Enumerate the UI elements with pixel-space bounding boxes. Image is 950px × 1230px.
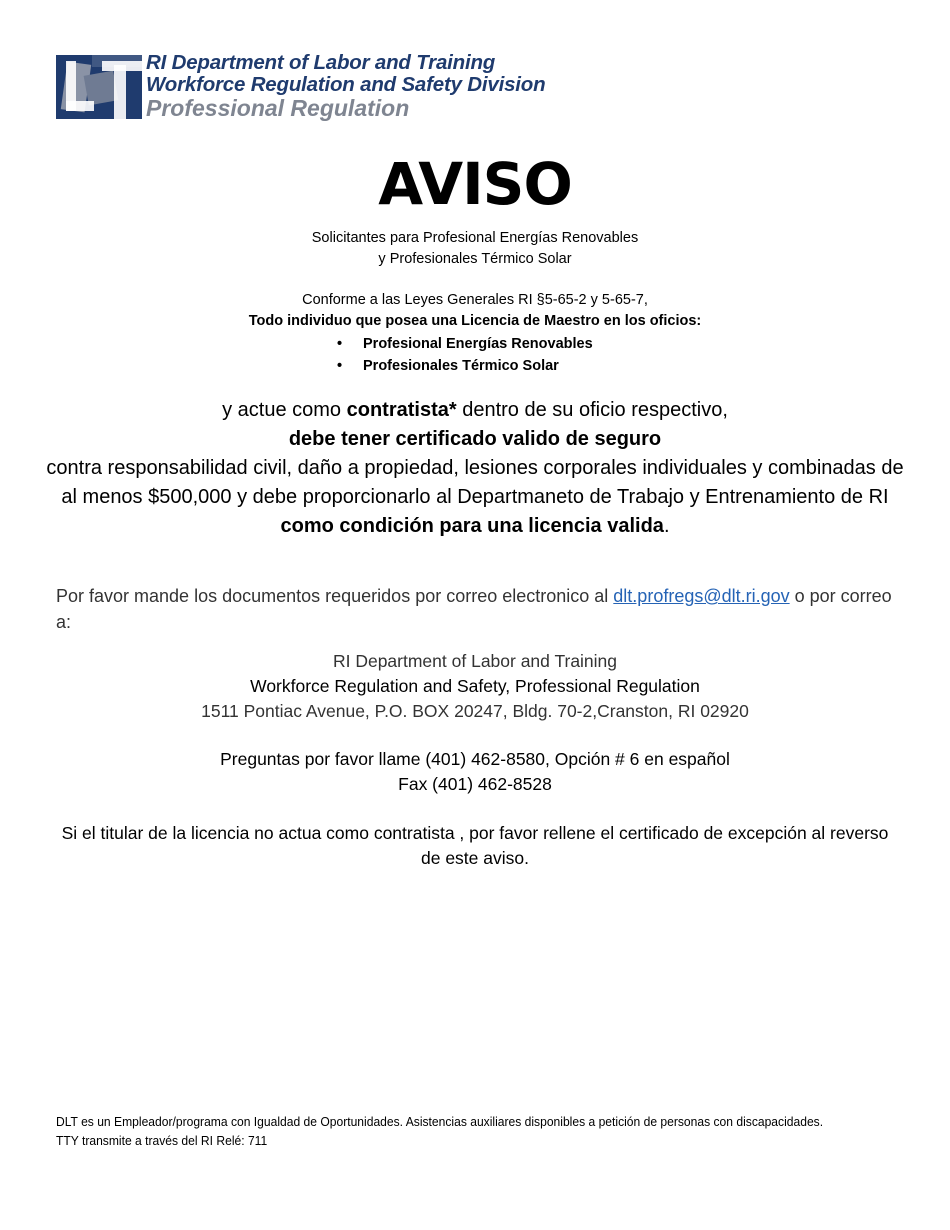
- address-line-2: Workforce Regulation and Safety, Professional Regulation: [250, 676, 700, 696]
- address-line-3: 1511 Pontiac Avenue, P.O. BOX 20247, Bldg. 70-2,Cranston, RI 02920: [201, 701, 749, 721]
- bullet-icon: •: [337, 336, 343, 352]
- notice-title: AVISO: [378, 150, 572, 218]
- text-segment: .: [663, 515, 670, 537]
- insurance-headline: [40, 425, 910, 454]
- text-segment: y actue como: [222, 399, 347, 421]
- subtitle-line-1: Solicitantes para Profesional Energías Renovables: [311, 230, 639, 246]
- unit-name: Professional Regulation: [146, 95, 410, 121]
- submission-instructions: [56, 583, 896, 635]
- contact-info: [0, 747, 950, 797]
- law-reference: [0, 290, 950, 332]
- license-condition: como condición para una licencia valida: [280, 515, 664, 537]
- phone-line: Preguntas por favor llame (401) 462-8580, Opción # 6 en español: [220, 749, 730, 769]
- text-segment: o por correo a:: [56, 586, 892, 632]
- bullet-icon: •: [337, 358, 343, 374]
- list-item: [337, 355, 593, 377]
- trade-list: [337, 333, 593, 377]
- trade-name: Profesional Energías Renovables: [363, 336, 593, 352]
- notice-subtitle: [0, 228, 950, 270]
- division-name: Workforce Regulation and Safety Division: [146, 73, 546, 96]
- trade-name: Profesionales Térmico Solar: [363, 358, 559, 374]
- list-item: [337, 333, 593, 355]
- text-segment: contra responsabilidad civil, daño a propiedad, lesiones corporales individuales y combinadas de al menos $500,000 y debe proporcionarlo al Departmaneto de Trabajo y Entrenamiento de RI: [46, 457, 904, 508]
- license-requirement: Todo individuo que posea una Licencia de Maestro en los oficios:: [248, 313, 702, 329]
- text-segment: dentro de su oficio respectivo,: [456, 399, 728, 421]
- email-link[interactable]: dlt.profregs@dlt.ri.gov: [613, 586, 790, 606]
- coverage-details: [40, 454, 910, 541]
- footer-disclaimer: DLT es un Empleador/programa con Igualdad de Oportunidades. Asistencias auxiliares disponibles a petición de personas con discapacidades. TTY transmite a través del RI Relé: 711: [56, 1114, 824, 1148]
- agency-name: RI Department of Labor and Training: [146, 51, 496, 74]
- dlt-logo-icon: [56, 55, 142, 119]
- agency-header: [146, 52, 545, 121]
- law-citation: Conforme a las Leyes Generales RI §5-65-2 y 5-65-7,: [302, 292, 648, 308]
- text-segment: Por favor mande los documentos requeridos por correo electronico al: [56, 586, 614, 606]
- contractor-line: [40, 396, 910, 425]
- exception-note: Si el titular de la licencia no actua como contratista , por favor rellene el certificado de excepción al reverso de este aviso.: [61, 823, 889, 868]
- address-line-1: RI Department of Labor and Training: [332, 651, 618, 671]
- fax-line: Fax (401) 462-8528: [398, 774, 552, 794]
- insurance-requirement: [40, 396, 910, 541]
- mailing-address: [0, 649, 950, 724]
- subtitle-line-2: y Profesionales Térmico Solar: [378, 251, 572, 267]
- contractor-term: contratista*: [346, 399, 457, 421]
- insurance-bold: debe tener certificado valido de seguro: [288, 428, 662, 450]
